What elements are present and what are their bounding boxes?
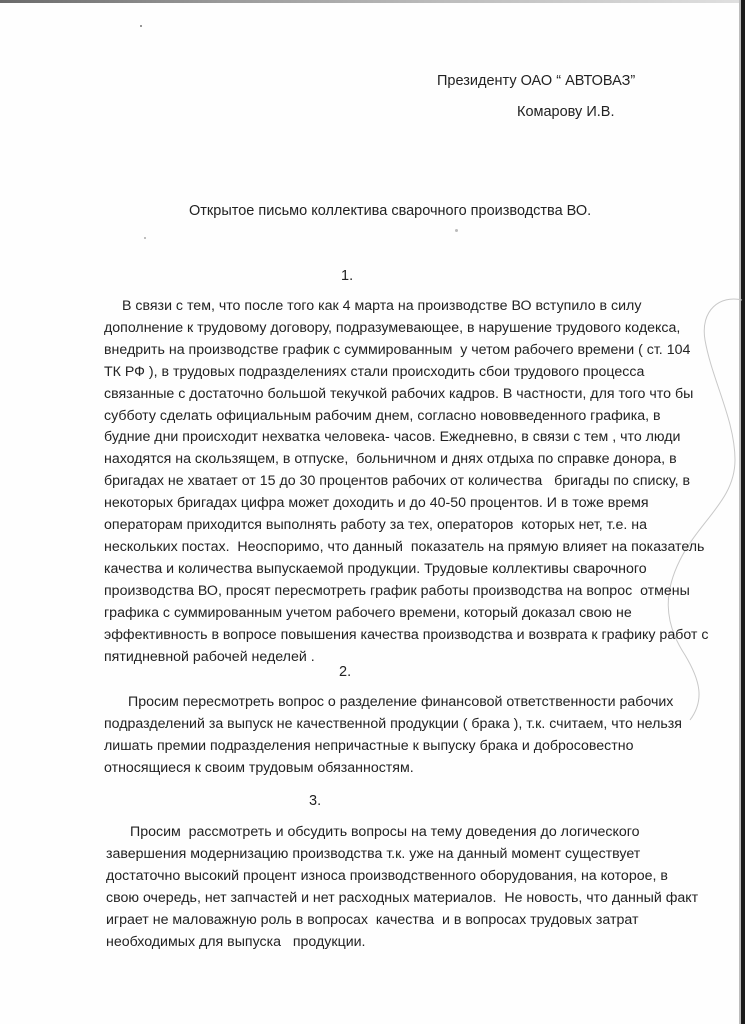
- text-line: субботу сделать официальным рабочим днем, согласно нововведенного графика, в: [104, 407, 661, 424]
- section-number: 2.: [339, 664, 352, 680]
- text-line: некоторых бригадах цифра может доходить и до 40-50 процентов. И в тоже время: [104, 495, 649, 512]
- text-line: завершения модернизацию производства т.к. уже на данный момент существует: [106, 845, 641, 862]
- text-line: необходимых для выпуска продукции.: [106, 933, 366, 950]
- text-line: будние дни происходит нехватка человека- часов. Ежедневно, в связи с тем , что люди: [104, 429, 681, 446]
- scan-speck: [144, 237, 146, 239]
- letter-title: Открытое письмо коллектива сварочного производства ВО.: [189, 203, 592, 219]
- scan-speck: [140, 25, 142, 27]
- addressee-name: Комарову И.В.: [517, 104, 615, 120]
- addressee-position: Президенту ОАО “ АВТОВАЗ”: [437, 73, 636, 89]
- section-number: 1.: [341, 268, 354, 284]
- scan-right-edge: [741, 0, 745, 1024]
- text-line: дополнение к трудовому договору, подразумевающее, в нарушение трудового кодекса,: [104, 319, 681, 336]
- text-line: лишать премии подразделения непричастные к выпуску брака и добросовестно: [104, 737, 634, 754]
- text-line: ТК РФ ), в трудовых подразделениях стали происходить сбои трудового процесса: [104, 363, 645, 380]
- text-line: свою очередь, нет запчастей и нет расходных материалов. Не новость, что данный факт: [106, 889, 699, 906]
- text-line: Просим пересмотреть вопрос о разделение финансовой ответственности рабочих: [128, 694, 674, 710]
- text-line: играет не маловажную роль в вопросах качества и в вопросах трудовых затрат: [106, 911, 639, 928]
- text-line: бригадах не хватает от 15 до 30 процентов рабочих от количества бригады по списку, в: [104, 473, 690, 490]
- text-line: нескольких постах. Неоспоримо, что данный показатель на прямую влияет на показатель: [104, 538, 705, 555]
- text-line: Просим рассмотреть и обсудить вопросы на тему доведения до логического: [130, 824, 640, 840]
- text-line: производства ВО, просят пересмотреть график работы производства на вопрос отмены: [104, 582, 690, 599]
- text-line: связанные с достаточно большой текучкой рабочих кадров. В частности, для того что бы: [104, 385, 694, 402]
- section-3-paragraph: [106, 822, 726, 953]
- text-line: качества и количества выпускаемой продукции. Трудовые коллективы сварочного: [104, 560, 647, 577]
- scan-speck: [455, 229, 458, 232]
- scan-top-edge: [0, 0, 745, 3]
- text-line: операторам приходится выполнять работу за тех, операторов которых нет, т.е. на: [104, 517, 648, 534]
- text-line: относящиеся к своим трудовым обязанностям.: [104, 759, 414, 776]
- section-1-paragraph: [104, 296, 724, 668]
- text-line: графика с суммированным учетом рабочего времени, который доказал свою не: [104, 604, 632, 621]
- text-line: В связи с тем, что после того как 4 марта на производстве ВО вступило в силу: [122, 298, 642, 314]
- text-line: эффективность в вопросе повышения качества производства и возврата к графику работ с: [104, 626, 709, 643]
- text-line: внедрить на производстве график с суммированным у четом рабочего времени ( ст. 104: [104, 341, 691, 358]
- text-line: находятся на скользящем, в отпуске, больничном и днях отдыха по справке донора, в: [104, 451, 677, 468]
- section-number: 3.: [309, 793, 322, 809]
- section-2-paragraph: [104, 692, 724, 780]
- text-line: достаточно высокий процент износа производственного оборудования, на которое, в: [106, 867, 668, 884]
- text-line: подразделений за выпуск не качественной продукции ( брака ), т.к. считаем, что нельзя: [104, 715, 682, 732]
- text-line: пятидневной рабочей неделей .: [104, 648, 315, 665]
